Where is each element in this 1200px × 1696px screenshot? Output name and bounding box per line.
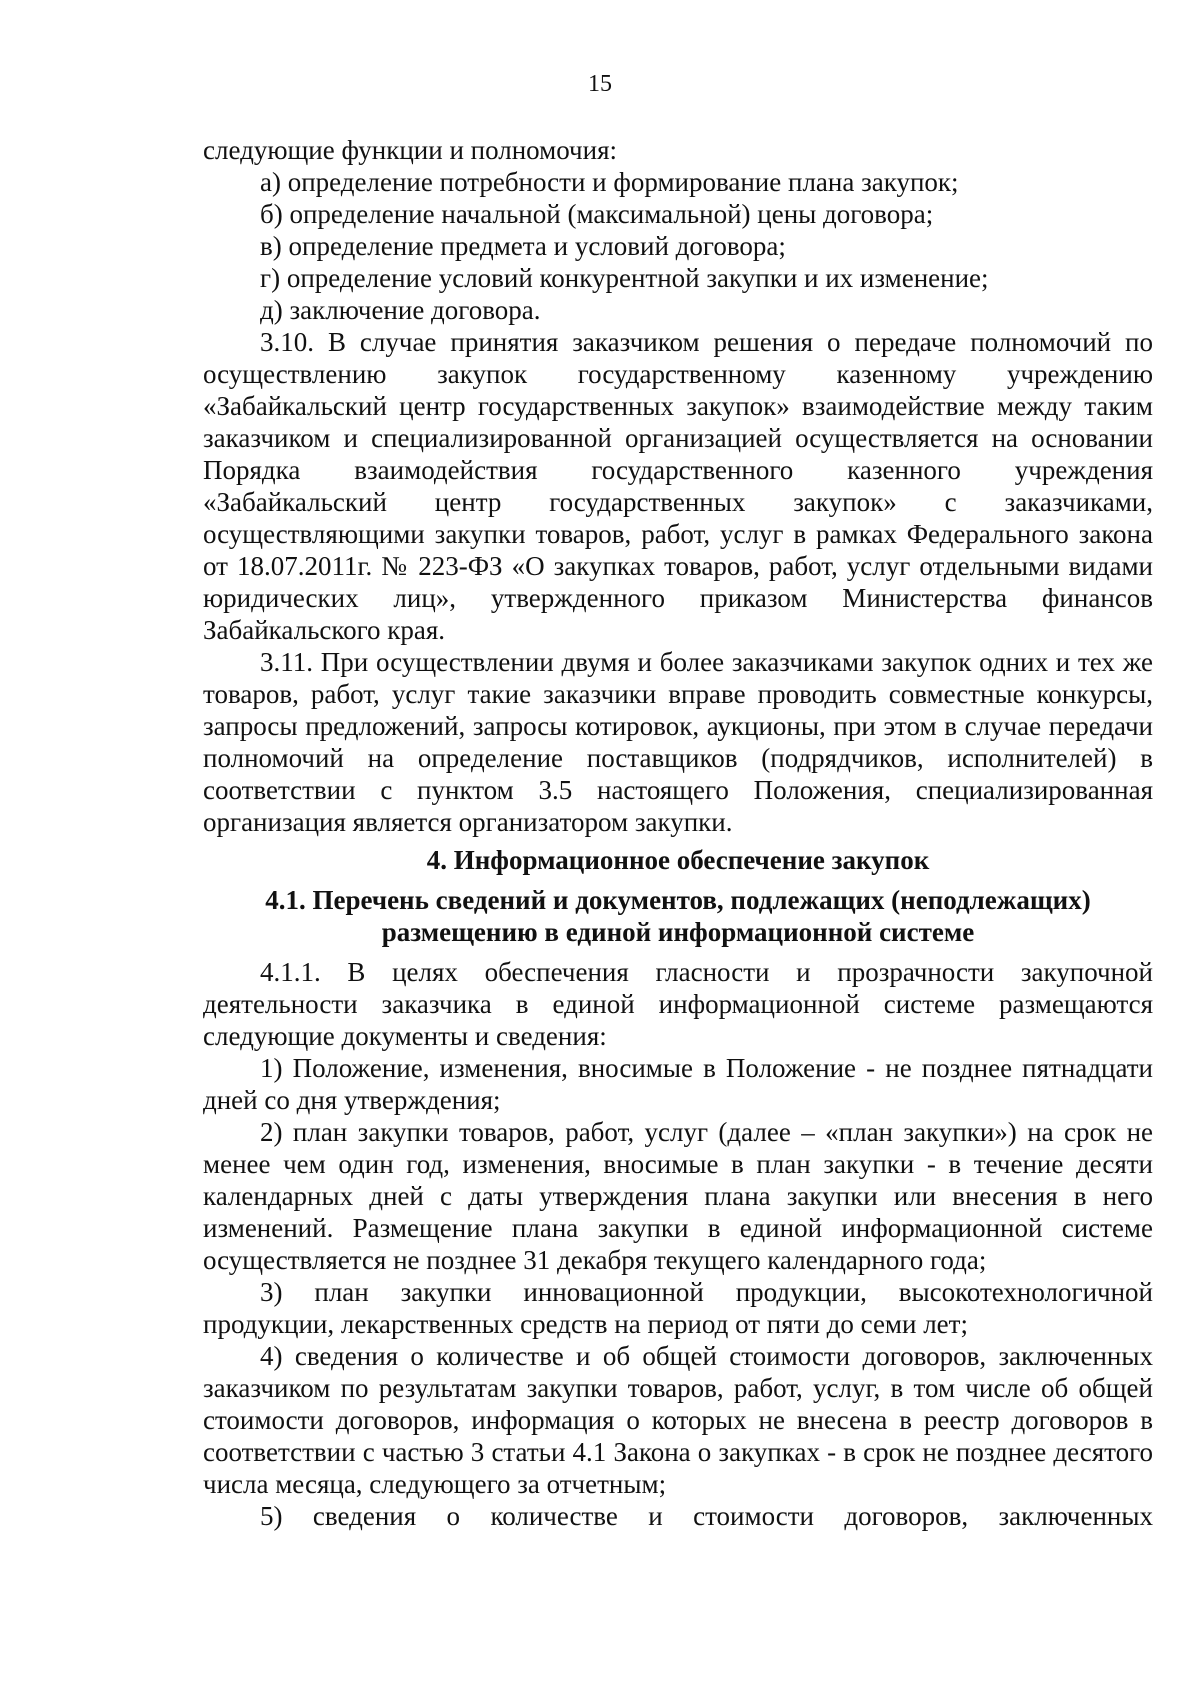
list-item-1: 1) Положение, изменения, вносимые в Положение - не позднее пятнадцати дней со дня утверждения; <box>203 1053 1153 1115</box>
function-item-v: в) определение предмета и условий договора; <box>260 231 786 261</box>
function-item-g: г) определение условий конкурентной закупки и их изменение; <box>260 263 989 293</box>
list-item-3: 3) план закупки инновационной продукции, высокотехнологичной продукции, лекарственных средств на период от пяти до семи лет; <box>203 1277 1153 1339</box>
function-item-a: а) определение потребности и формирование плана закупок; <box>260 167 959 197</box>
subsection-4-1-heading-line2: размещению в единой информационной системе <box>381 917 975 947</box>
clause-4-1-1: 4.1.1. В целях обеспечения гласности и прозрачности закупочной деятельности заказчика в единой информационной системе размещаются следующие документы и сведения: <box>203 957 1153 1051</box>
page-number: 15 <box>588 71 612 97</box>
subsection-4-1-heading <box>203 884 1153 948</box>
intro-line: следующие функции и полномочия: <box>203 135 617 165</box>
function-item-d: д) заключение договора. <box>260 295 541 325</box>
list-item-4: 4) сведения о количестве и об общей стоимости договоров, заключенных заказчиком по результатам закупки товаров, работ, услуг, в том числе об общей стоимости договоров, информация о которых не внесена в реестр договоров в соответствии с частью 3 статьи 4.1 Закона о закупках - в срок не позднее десятого числа месяца, следующего за отчетным; <box>203 1341 1153 1499</box>
function-item-b: б) определение начальной (максимальной) цены договора; <box>260 199 934 229</box>
subsection-4-1-heading-line1: 4.1. Перечень сведений и документов, подлежащих (неподлежащих) <box>265 885 1091 915</box>
document-body <box>203 134 1153 1532</box>
section-4-heading: 4. Информационное обеспечение закупок <box>426 845 930 875</box>
clause-3-11: 3.11. При осуществлении двумя и более заказчиками закупок одних и тех же товаров, работ, услуг такие заказчики вправе проводить совместные конкурсы, запросы предложений, запросы котировок, аукционы, при этом в случае передачи полномочий на определение поставщиков (подрядчиков, исполнителей) в соответствии с пунктом 3.5 настоящего Положения, специализированная организация является организатором закупки. <box>203 647 1153 837</box>
list-item-2: 2) план закупки товаров, работ, услуг (далее – «план закупки») на срок не менее чем один год, изменения, вносимые в план закупки - в течение десяти календарных дней с даты утверждения плана закупки или внесения в него изменений. Размещение плана закупки в единой информационной системе осуществляется не позднее 31 декабря текущего календарного года; <box>203 1117 1153 1275</box>
list-item-5: 5) сведения о количестве и стоимости договоров, заключенных <box>260 1501 1153 1531</box>
clause-3-10: 3.10. В случае принятия заказчиком решения о передаче полномочий по осуществлению закупок государственному казенному учреждению «Забайкальский центр государственных закупок» взаимодействие между таким заказчиком и специализированной организацией осуществляется на основании Порядка взаимодействия государственного казенного учреждения «Забайкальский центр государственных закупок» с заказчиками, осуществляющими закупки товаров, работ, услуг в рамках Федерального закона от 18.07.2011г. № 223-ФЗ «О закупках товаров, работ, услуг отдельными видами юридических лиц», утвержденного приказом Министерства финансов Забайкальского края. <box>203 327 1153 645</box>
